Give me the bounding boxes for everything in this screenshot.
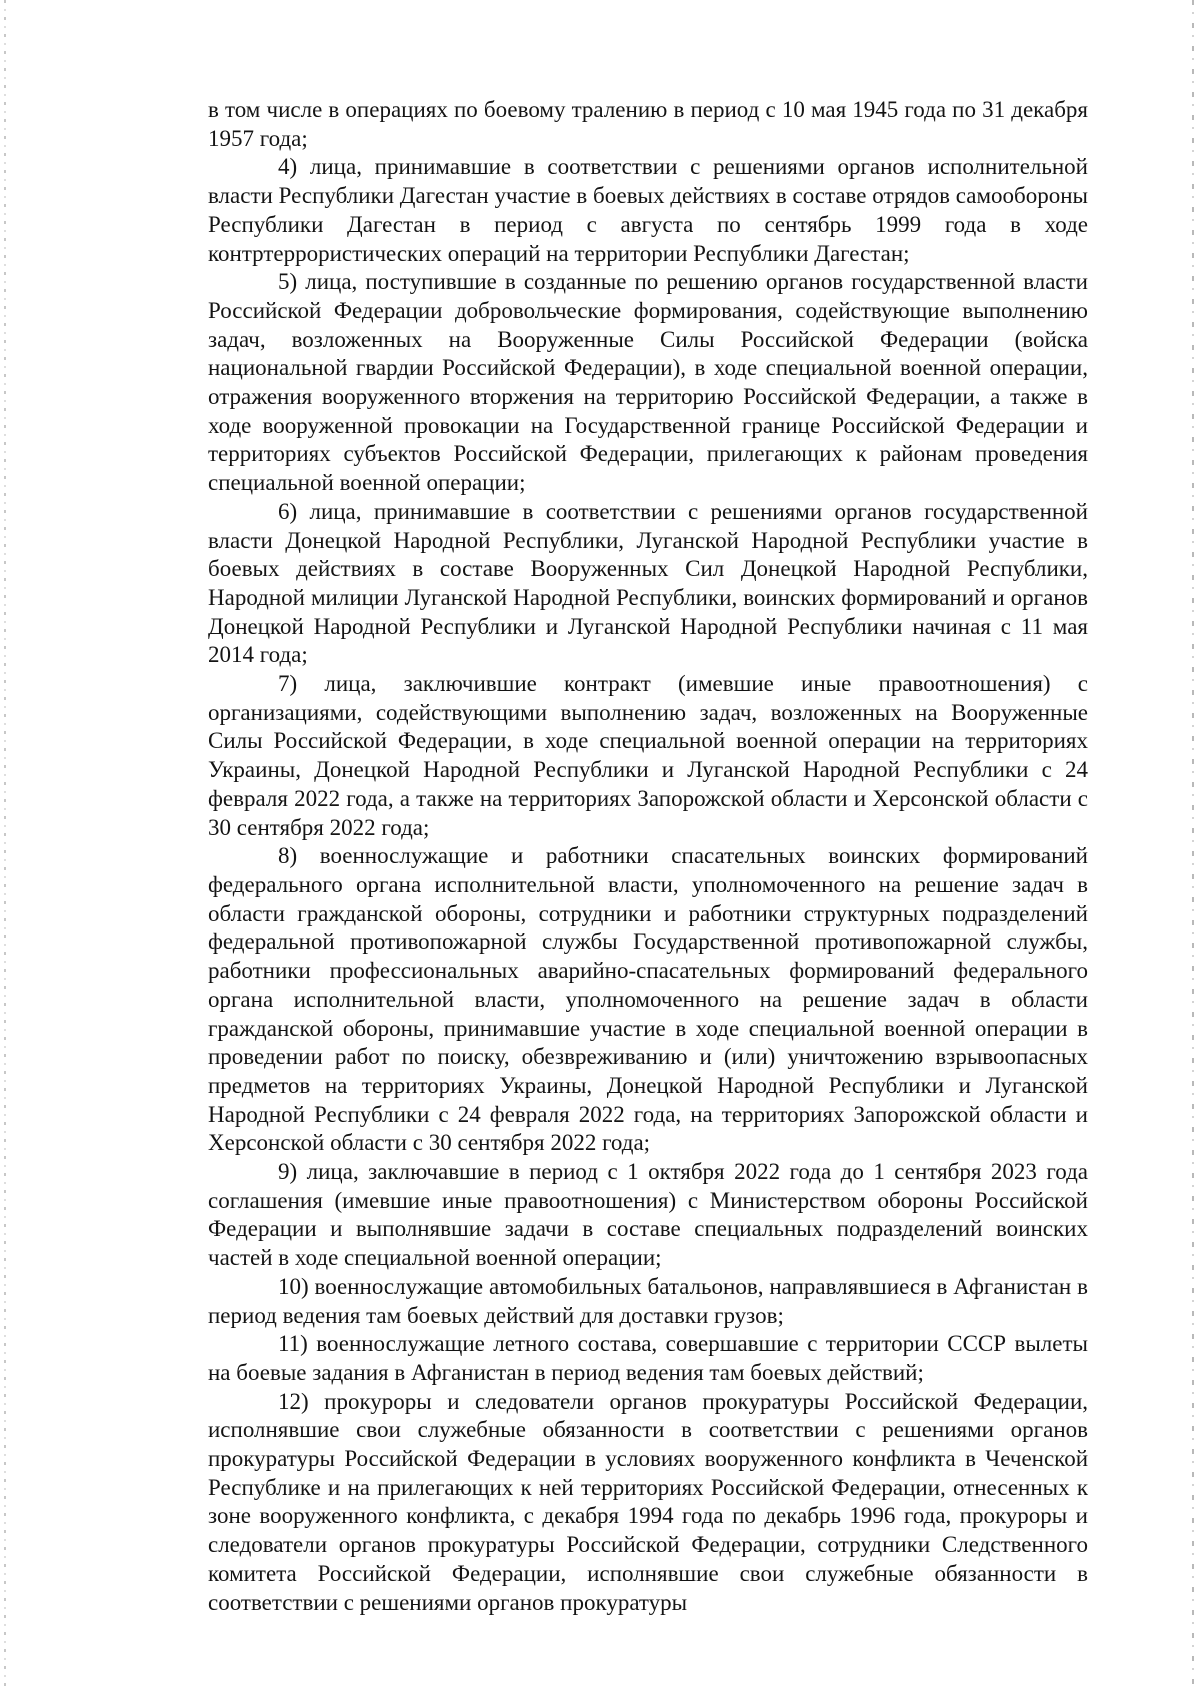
- paragraph-item-8: 8) военнослужащие и работники спасательных воинских формирований федерального органа исполнительной власти, уполномоченного на решение задач в области гражданской обороны, сотрудники и работники структурных подразделений федеральной противопожарной службы Государственной противопожарной службы, работники профессиональных аварийно-спасательных формирований федерального органа исполнительной власти, уполномоченного на решение задач в области гражданской обороны, принимавшие участие в ходе специальной военной операции в проведении работ по поиску, обезвреживанию и (или) уничтожению взрывоопасных предметов на территориях Украины, Донецкой Народной Республики и Луганской Народной Республики с 24 февраля 2022 года, на территориях Запорожской области и Херсонской области с 30 сентября 2022 года;: [208, 843, 1088, 1156]
- paragraph-item-5: 5) лица, поступившие в созданные по решению органов государственной власти Российской Федерации добровольческие формирования, содействующие выполнению задач, возложенных на Вооруженные Силы Российской Федерации (войска национальной гвардии Российской Федерации), в ходе специальной военной операции, отражения вооруженного вторжения на территорию Российской Федерации, а также в ходе вооруженной провокации на Государственной границе Российской Федерации и территориях субъектов Российской Федерации, прилегающих к районам проведения специальной военной операции;: [208, 269, 1088, 496]
- paragraph-continuation: в том числе в операциях по боевому тралению в период с 10 мая 1945 года по 31 декабря 1957 года;: [208, 97, 1088, 151]
- paragraph-item-11: 11) военнослужащие летного состава, совершавшие с территории СССР вылеты на боевые задания в Афганистан в период ведения там боевых действий;: [208, 1331, 1088, 1385]
- scan-edge-left: [4, 0, 6, 1686]
- paragraph-item-12: 12) прокуроры и следователи органов прокуратуры Российской Федерации, исполнявшие свои служебные обязанности в соответствии с решениями органов прокуратуры Российской Федерации в условиях вооруженного конфликта в Чеченской Республике и на прилегающих к ней территориях Российской Федерации, отнесенных к зоне вооруженного конфликта, с декабря 1994 года по декабрь 1996 года, прокуроры и следователи органов прокуратуры Российской Федерации, сотрудники Следственного комитета Российской Федерации, исполнявшие свои служебные обязанности в соответствии с решениями органов прокуратуры: [208, 1388, 1088, 1615]
- scan-edge-right: [1192, 0, 1194, 1686]
- paragraph-item-10: 10) военнослужащие автомобильных батальонов, направлявшиеся в Афганистан в период ведения там боевых действий для доставки грузов;: [208, 1273, 1088, 1328]
- paragraph-item-7: 7) лица, заключившие контракт (имевшие иные правоотношения) с организациями, содействующими выполнению задач, возложенных на Вооруженные Силы Российской Федерации, в ходе специальной военной операции на территориях Украины, Донецкой Народной Республики и Луганской Народной Республики с 24 февраля 2022 года, а также на территориях Запорожской области и Херсонской области с 30 сентября 2022 года;: [208, 671, 1088, 840]
- paragraph-item-6: 6) лица, принимавшие в соответствии с решениями органов государственной власти Донецкой Народной Республики, Луганской Народной Республики участие в боевых действиях в составе Вооруженных Сил Донецкой Народной Республики, Народной милиции Луганской Народной Республики, воинских формирований и органов Донецкой Народной Республики и Луганской Народной Республики начиная с 11 мая 2014 года;: [208, 498, 1088, 668]
- paragraph-item-9: 9) лица, заключавшие в период с 1 октября 2022 года до 1 сентября 2023 года соглашения (имевшие иные правоотношения) с Министерством обороны Российской Федерации и выполнявшие задачи в составе специальных подразделений воинских частей в ходе специальной военной операции;: [208, 1159, 1088, 1271]
- document-body: [208, 96, 1088, 1617]
- paragraph-item-4: 4) лица, принимавшие в соответствии с решениями органов исполнительной власти Республики Дагестан участие в боевых действиях в составе отрядов самообороны Республики Дагестан в период с августа по сентябрь 1999 года в ходе контртеррористических операций на территории Республики Дагестан;: [208, 154, 1088, 266]
